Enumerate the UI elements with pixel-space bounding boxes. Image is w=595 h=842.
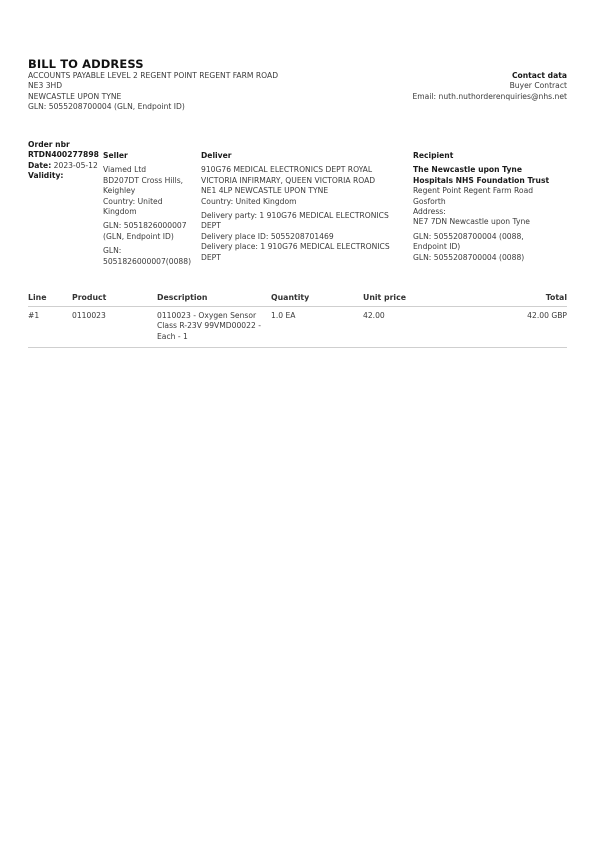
deliver-line: Delivery party: 1 910G76 MEDICAL ELECTRONICS (201, 211, 389, 221)
deliver-line: DEPT (201, 252, 221, 262)
seller-gln: GLN: (103, 246, 122, 256)
order-date-value: 2023-05-12 (53, 160, 98, 170)
column-header-quantity: Quantity (271, 293, 310, 302)
description-line: Each - 1 (157, 331, 188, 341)
deliver-line: Country: United Kingdom (201, 196, 297, 206)
cell-line: #1 (28, 311, 40, 320)
cell-total: 42.00 GBP (527, 311, 567, 320)
seller-title: Seller (103, 151, 128, 160)
recipient-gln: GLN: 5055208700004 (0088) (413, 252, 525, 262)
column-header-line: Line (28, 293, 47, 302)
deliver-line: VICTORIA INFIRMARY, QUEEN VICTORIA ROAD (201, 175, 376, 185)
description-line: 0110023 - Oxygen Sensor (157, 311, 257, 320)
seller-line: Kingdom (103, 207, 137, 217)
header-divider (28, 306, 567, 307)
recipient-gln: Endpoint ID) (413, 242, 461, 252)
seller-line: Viamed Ltd (103, 165, 147, 175)
deliver-line: Delivery place: 1 910G76 MEDICAL ELECTRONICS (201, 242, 390, 252)
recipient-line: Address: (413, 207, 446, 217)
recipient-name: The Newcastle upon Tyne (413, 165, 522, 175)
bill-to-line: ACCOUNTS PAYABLE LEVEL 2 REGENT POINT REGENT FARM ROAD (28, 71, 279, 80)
recipient-gln: GLN: 5055208700004 (0088, (413, 231, 524, 241)
order-nbr-value: RTDN400277898 (28, 150, 99, 160)
description-line: Class R-23V 99VMD00022 - (157, 321, 261, 331)
deliver-block (201, 151, 413, 263)
recipient-line: NE7 7DN Newcastle upon Tyne (413, 217, 530, 227)
order-date-label: Date: (28, 160, 52, 170)
cell-description (157, 311, 269, 342)
cell-unit-price: 42.00 (363, 311, 385, 320)
bill-to-line: NE3 3HD (28, 81, 63, 91)
recipient-name: Hospitals NHS Foundation Trust (413, 175, 550, 185)
bill-to-gln: GLN: 5055208700004 (GLN, Endpoint ID) (28, 102, 185, 112)
contact-line: Buyer Contract (509, 81, 567, 91)
contact-title: Contact data (511, 71, 567, 80)
column-header-total: Total (545, 293, 567, 302)
column-header-product: Product (72, 293, 107, 302)
column-header-unit-price: Unit price (363, 293, 407, 302)
row-divider (28, 347, 567, 348)
contact-block (327, 71, 567, 102)
table-row (28, 311, 567, 345)
order-validity-label: Validity: (28, 171, 64, 181)
deliver-line: 910G76 MEDICAL ELECTRONICS DEPT ROYAL (201, 165, 373, 175)
recipient-block (413, 151, 567, 263)
order-nbr-label: Order nbr (28, 140, 70, 149)
deliver-line: NE1 4LP NEWCASTLE UPON TYNE (201, 186, 329, 196)
order-date (28, 161, 108, 171)
column-header-description: Description (157, 293, 208, 302)
recipient-line: Gosforth (413, 196, 446, 206)
invoice-page (28, 0, 567, 842)
seller-gln: 5051826000007(0088) (103, 256, 192, 266)
deliver-line: DEPT (201, 221, 221, 231)
bill-to-line: NEWCASTLE UPON TYNE (28, 91, 122, 101)
seller-line: Country: United (103, 196, 163, 206)
cell-quantity: 1.0 EA (271, 311, 296, 320)
seller-block (103, 151, 195, 267)
seller-gln: GLN: 5051826000007 (103, 221, 187, 231)
seller-line: BD207DT Cross Hills, (103, 175, 184, 185)
seller-line: Keighley (103, 186, 136, 196)
bill-to-title: BILL TO ADDRESS (28, 57, 144, 71)
recipient-line: Regent Point Regent Farm Road (413, 186, 534, 196)
contact-email: Email: nuth.nuthorderenquiries@nhs.net (412, 91, 567, 101)
deliver-line: Delivery place ID: 5055208701469 (201, 231, 334, 241)
recipient-title: Recipient (413, 151, 454, 160)
cell-product: 0110023 (72, 311, 106, 320)
deliver-title: Deliver (201, 151, 232, 160)
order-block (28, 140, 108, 182)
seller-gln: (GLN, Endpoint ID) (103, 231, 174, 241)
